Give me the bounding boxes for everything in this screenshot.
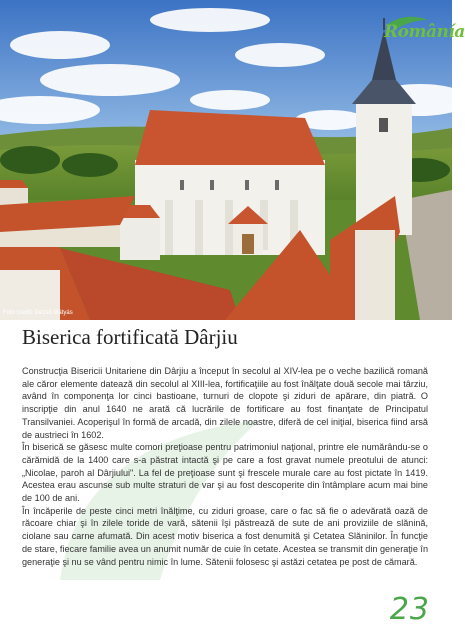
paragraph: În încăperile de peste cinci metri înălţime, cu ziduri groase, care o fac să fie o adevărată oază de răcoare chiar şi în zilele toride de vară, sătenii îşi păstrează de sute de ani proviziile de slănină, ciolane sau carne afumată. Din acest motiv biserica a fost denumită şi Cetatea Slăninilor. În funcţie de stare, fiecare familie avea un anumit număr de cuie în cetate. Acestea se transmit din generaţie în generaţie şi nu se vând pentru nimic în lume. Sătenii folosesc şi astăzi cetatea pe post de cămară. — [22, 505, 428, 567]
paragraph: Construcţia Bisericii Unitariene din Dârjiu a început în secolul al XIV-lea pe o veche bazilică romană ale căror elemente datează din secolul al XIII-lea, fortificaţiile au fost înălţate două secole mai târziu, având în componenţa lor cinci bastioane, turnuri de clopote şi ziduri de apărare, din piatră. O inscripţie din anul 1640 ne arată că lucrările de fortificare au fost finanţate de Principatul Transilvaniei. Acoperişul în formă de arcadă, din zilele noastre, diferă de cel iniţial, biserica fiind arsă de austrieci în 1602. — [22, 366, 428, 440]
romania-logo — [376, 14, 465, 54]
article-title: Biserica fortificată Dârjiu — [22, 325, 238, 349]
article-body — [22, 365, 428, 568]
photo-credit: Foto credit: Dezső Mátyás — [3, 310, 73, 316]
page-number: 23 — [389, 592, 430, 627]
paragraph: În biserică se găsesc multe comori preţioase pentru patrimoniul naţional, printre ele numărându-se o cărămidă de la 1400 care s-a păstrat intactă şi pe care a fost gravat numele preotului de atunci: „Nicolae, paroh al Dârjiului". La fel de preţioase sunt şi frescele murale care au fost pictate în 1419. Acestea erau ascunse sub multe straturi de var şi au fost descoperite din întâmplare acum mai bine de 100 de ani. — [22, 442, 428, 504]
logo-text: Românía — [384, 22, 465, 42]
